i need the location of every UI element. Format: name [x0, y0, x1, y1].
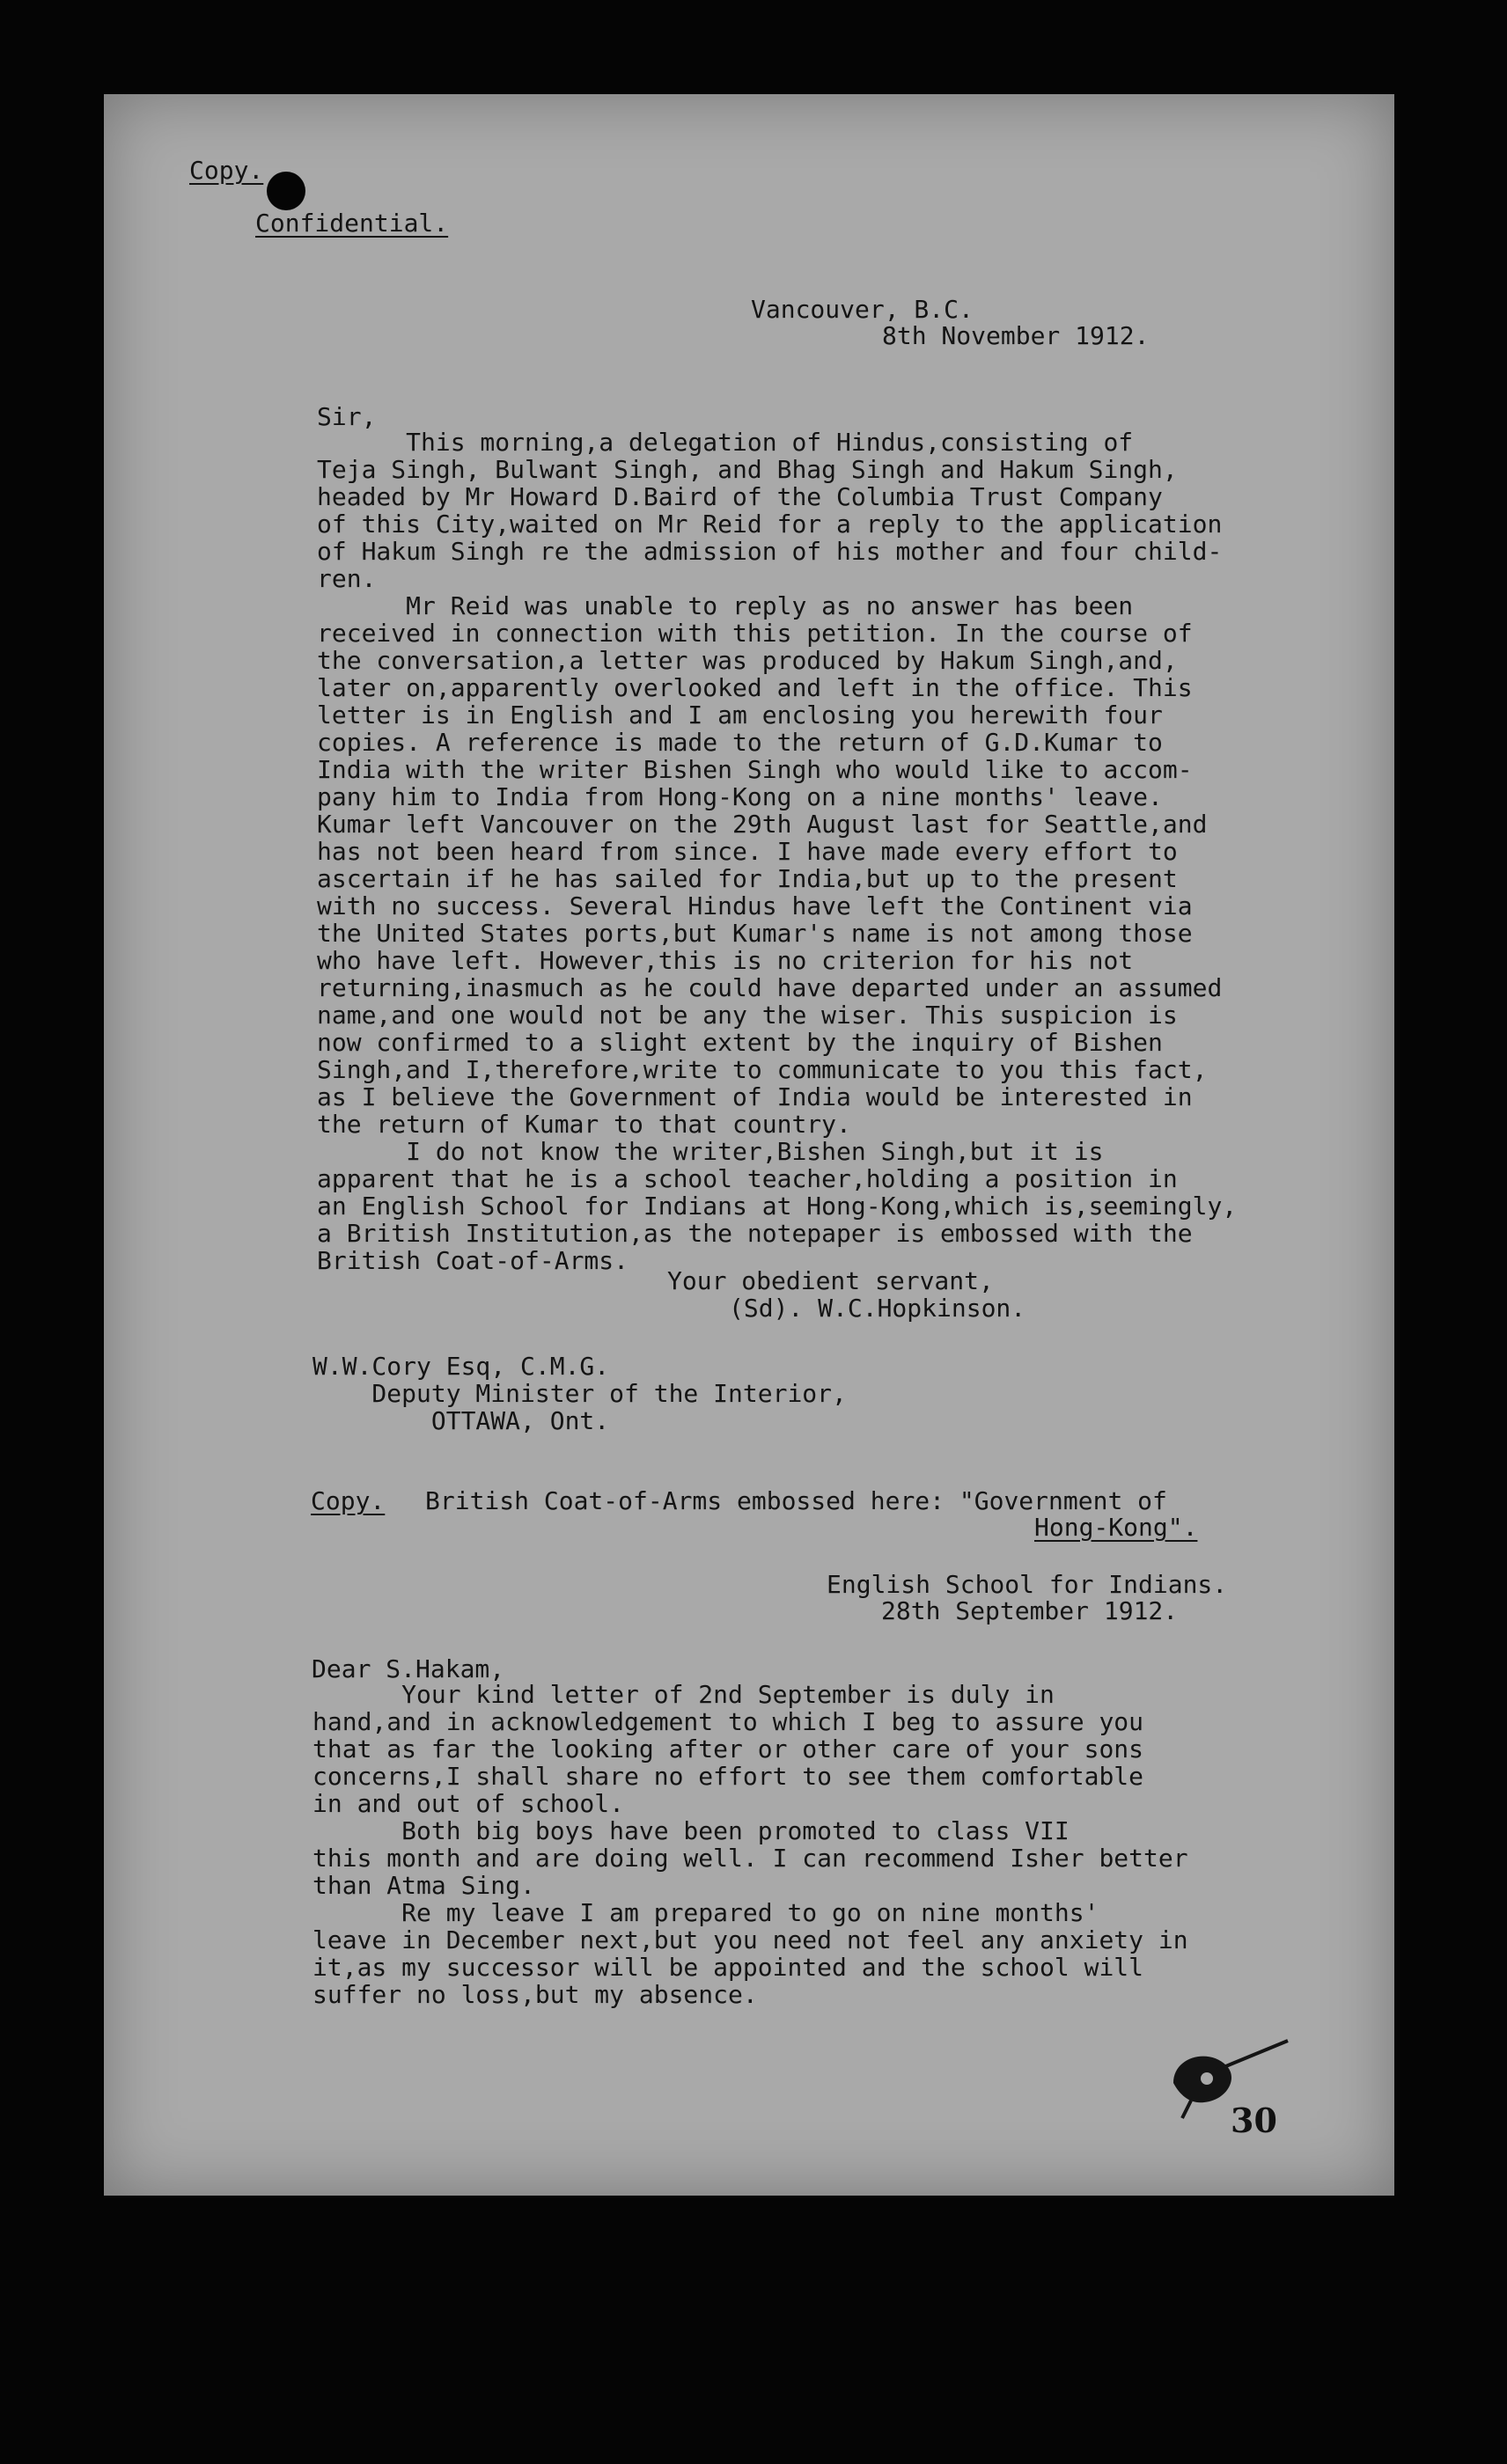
letter1-salutation: Sir, [317, 402, 377, 431]
letter1-body-line: who have left. However,this is no criterion for his not [317, 946, 1134, 975]
letter2-salutation: Dear S.Hakam, [312, 1654, 505, 1683]
letter1-body-line: returning,inasmuch as he could have departed under an assumed [317, 973, 1223, 1002]
letter1-body-line: letter is in English and I am enclosing you herewith four [317, 700, 1163, 730]
letter1-body-line: of this City,waited on Mr Reid for a reply to the application [317, 510, 1223, 539]
letter1-body [317, 429, 1237, 1274]
addressee-line: W.W.Cory Esq, C.M.G. [312, 1352, 610, 1381]
letter2-body-line: it,as my successor will be appointed and the school will [312, 1953, 1144, 1982]
letter1-body-line: name,and one would not be any the wiser. This suspicion is [317, 1001, 1178, 1030]
letter2-body-line: Re my leave I am prepared to go on nine months' [312, 1898, 1099, 1927]
letter1-place: Vancouver, B.C. [751, 295, 974, 324]
document-page [104, 94, 1394, 2196]
letter2-body [312, 1681, 1188, 2008]
letter1-body-line: pany him to India from Hong-Kong on a nine months' leave. [317, 782, 1163, 811]
letter1-date: 8th November 1912. [882, 321, 1150, 350]
letter2-date: 28th September 1912. [881, 1596, 1179, 1625]
addressee-line: Deputy Minister of the Interior, [312, 1379, 847, 1408]
letter2-place: English School for Indians. [827, 1570, 1228, 1599]
letter2-note-line1: British Coat-of-Arms embossed here: "Government of [425, 1486, 1167, 1515]
letter1-body-line: headed by Mr Howard D.Baird of the Columbia Trust Company [317, 482, 1163, 511]
letter1-addressee [312, 1353, 847, 1434]
letter2-body-line: leave in December next,but you need not feel any anxiety in [312, 1925, 1188, 1954]
letter2-body-line: Your kind letter of 2nd September is duly in [312, 1680, 1055, 1709]
letter1-body-line: the United States ports,but Kumar's name is not among those [317, 919, 1193, 948]
letter1-body-line: Teja Singh, Bulwant Singh, and Bhag Singh and Hakum Singh, [317, 455, 1178, 484]
letter1-body-line: ascertain if he has sailed for India,but up to the present [317, 864, 1178, 893]
confidential-label: Confidential. [255, 209, 449, 238]
letter2-copy-label: Copy. [311, 1486, 386, 1515]
letter1-body-line: Mr Reid was unable to reply as no answer has been [317, 591, 1134, 620]
letter1-body-line: India with the writer Bishen Singh who would like to accom- [317, 755, 1193, 784]
letter2-note-line2: Hong-Kong". [1034, 1513, 1198, 1542]
letter1-body-line: an English School for Indians at Hong-Kong,which is,seemingly, [317, 1192, 1238, 1221]
letter1-body-line: with no success. Several Hindus have left the Continent via [317, 891, 1193, 920]
letter2-body-line: than Atma Sing. [312, 1871, 535, 1900]
letter2-body-line: suffer no loss,but my absence. [312, 1980, 758, 2009]
letter1-body-line: ren. [317, 564, 377, 593]
letter1-body-line: now confirmed to a slight extent by the inquiry of Bishen [317, 1028, 1163, 1057]
letter1-body-line: This morning,a delegation of Hindus,consisting of [317, 428, 1134, 457]
letter2-body-line: that as far the looking after or other care of your sons [312, 1734, 1144, 1764]
letter1-body-line: a British Institution,as the notepaper is embossed with the [317, 1219, 1193, 1248]
letter1-signature: (Sd). W.C.Hopkinson. [729, 1294, 1026, 1323]
copy-label: Copy. [189, 156, 264, 185]
letter1-body-line: of Hakum Singh re the admission of his mother and four child- [317, 537, 1223, 566]
letter2-body-line: Both big boys have been promoted to class VII [312, 1816, 1070, 1845]
letter1-body-line: the conversation,a letter was produced by Hakum Singh,and, [317, 646, 1178, 675]
letter2-body-line: in and out of school. [312, 1789, 625, 1818]
punch-hole-mark [267, 172, 305, 210]
letter1-body-line: Singh,and I,therefore,write to communicate to you this fact, [317, 1055, 1208, 1084]
letter1-body-line: the return of Kumar to that country. [317, 1110, 851, 1139]
page-number: 30 [1231, 2101, 1277, 2140]
letter1-body-line: British Coat-of-Arms. [317, 1246, 629, 1275]
letter2-body-line: concerns,I shall share no effort to see them comfortable [312, 1762, 1144, 1791]
letter1-body-line: Kumar left Vancouver on the 29th August last for Seattle,and [317, 810, 1208, 839]
letter2-body-line: hand,and in acknowledgement to which I beg to assure you [312, 1707, 1144, 1736]
addressee-line: OTTAWA, Ont. [312, 1406, 610, 1435]
letter1-body-line: copies. A reference is made to the return of G.D.Kumar to [317, 728, 1163, 757]
letter1-closing: Your obedient servant, [667, 1266, 994, 1295]
letter1-body-line: as I believe the Government of India would be interested in [317, 1082, 1193, 1111]
letter2-body-line: this month and are doing well. I can recommend Isher better [312, 1844, 1188, 1873]
letter1-body-line: has not been heard from since. I have made every effort to [317, 837, 1178, 866]
letter1-body-line: later on,apparently overlooked and left in the office. This [317, 673, 1193, 702]
letter1-body-line: received in connection with this petition. In the course of [317, 619, 1193, 648]
letter1-body-line: apparent that he is a school teacher,holding a position in [317, 1164, 1178, 1193]
letter1-body-line: I do not know the writer,Bishen Singh,but it is [317, 1137, 1104, 1166]
